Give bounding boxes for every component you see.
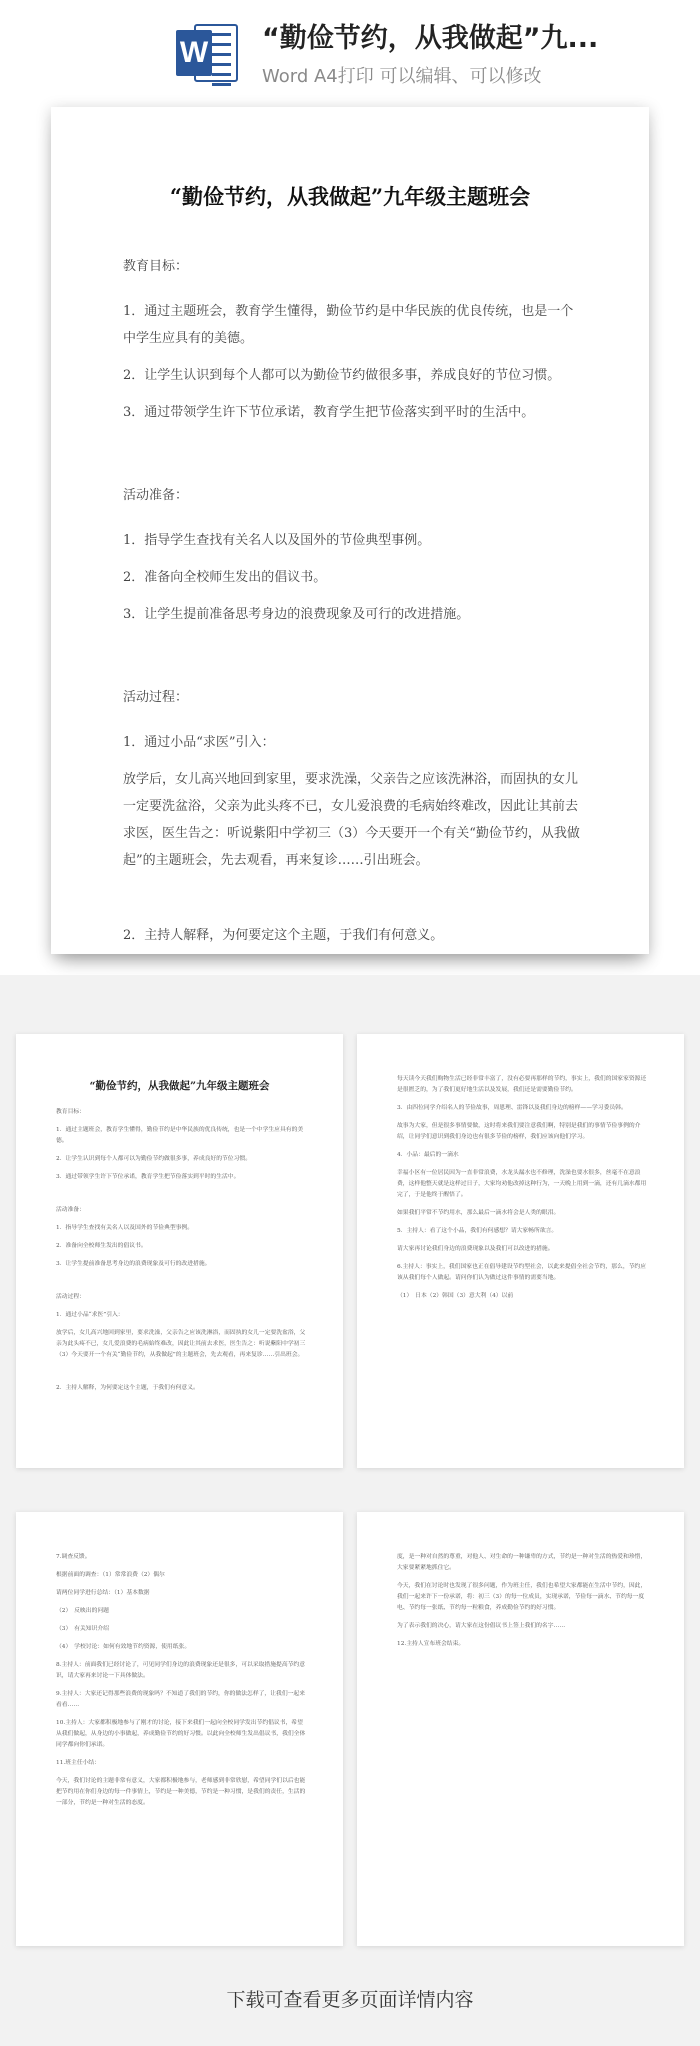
paragraph: 1．指导学生查找有关名人以及国外的节俭典型事例。 — [123, 533, 431, 548]
thumbnail-line: （4） 学校讨论：如何有效地节约资源，使用纸张。 — [56, 1644, 191, 1650]
thumbnail-line: 为了表示我们的决心，请大家在这份倡议书上签上我们的名字…… — [397, 1623, 566, 1629]
section-heading: 活动过程： — [123, 690, 189, 705]
word-badge: W — [176, 30, 212, 76]
thumbnail-line: 根据前面的调查：（1）常常浪费（2）偶尔 — [56, 1572, 165, 1578]
thumbnail-line: 10.主持人：大家都积极地参与了刚才的讨论，接下来我们一起向全校同学发出节约倡议书，希望从我们做起，从身边的小事做起，养成勤俭节约的好习惯。以此向全校师生发出倡议书，我们全体同学都向你们承诺。 — [56, 1720, 306, 1748]
thumbnail-line: 9.主持人：大家还记得那些浪费的现象吗？不知道了我们的节约，你的做法怎样了，让我们一起来看看…… — [56, 1691, 306, 1708]
thumbnail-line: 3．通过带领学生许下节位承诺，教育学生把节俭落实到平时的生活中。 — [56, 1174, 240, 1180]
page-thumbnail-2[interactable] — [357, 1034, 684, 1468]
thumbnail-line: 11.班主任小结： — [56, 1760, 101, 1766]
thumbnail-line: （2） 反映出的问题 — [56, 1608, 109, 1614]
word-document-icon — [176, 20, 240, 86]
thumbnail-body — [357, 1552, 684, 1650]
thumbnail-line: 今天，我们在讨论时也发现了很多问题，作为班主任，我们也希望大家都能在生活中节约，因此，我们一起来许下一份承诺，将：初三（3）的每一位成员，实现承诺，节俭每一滴水、节约每一度电、节约每一张纸、节约每一粒粮食，养成勤俭节约的好习惯。 — [397, 1583, 647, 1611]
thumbnail-line: （1） 日本（2）韩国（3）意大利（4）以前 — [397, 1293, 514, 1299]
page-thumbnail-1[interactable] — [16, 1034, 343, 1468]
thumbnail-line: 12.主持人宣布班会结束。 — [397, 1641, 465, 1647]
thumbnail-line: 4．小品：最后的一滴水 — [397, 1152, 459, 1158]
page-thumbnail-3[interactable] — [16, 1512, 343, 1946]
thumbnail-line: 请两位同学进行总结：（1）基本数据 — [56, 1590, 150, 1596]
thumbnail-line: 活动准备： — [56, 1207, 85, 1213]
page-title: “勤俭节约，从我做起”九年级主题班会 — [169, 184, 531, 209]
thumbnail-line: 1．通过小品“求医”引入： — [56, 1312, 124, 1318]
section-heading: 活动准备： — [123, 488, 189, 503]
document-title[interactable]: “勤俭节约，从我做起”九... — [262, 23, 599, 54]
thumbnail-line: 3．让学生提前准备思考身边的浪费现象及可行的改进措施。 — [56, 1261, 211, 1267]
thumbnail-line: 2．让学生认识到每个人都可以为勤俭节约做很多事，养成良好的节位习惯。 — [56, 1156, 251, 1162]
thumbnail-line: 度，是一种对自然的尊重，对他人、对生命的一种谦卑的方式，节约是一种对生活的热爱和珍惜，大家要紧紧地抓住它。 — [397, 1554, 647, 1571]
thumbnail-line: 教育目标： — [56, 1109, 85, 1115]
thumbnail-title: “勤俭节约，从我做起”九年级主题班会 — [89, 1080, 270, 1092]
thumbnail-line: 2．准备向全校师生发出的倡议书。 — [56, 1243, 147, 1249]
thumbnail-line: （3） 有关知识介绍 — [56, 1626, 109, 1632]
page-body — [123, 253, 585, 959]
header — [0, 0, 700, 100]
thumbnail-line: 幸福小区有一位居民因为一直非常浪费，水龙头漏水也不修理，洗澡也要水很多，丝毫不在意浪费，这样他整天就是这样过日子，大家均劝他改掉这种行为，一天晚上用到一滴，还有几滴水都用完了，于是他终于醒悟了。 — [397, 1170, 647, 1198]
thumbnail-line: 如果我们平常不节约用水，那么最后一滴水将会是人类的眼泪。 — [397, 1210, 560, 1216]
thumbnail-line: 2．主持人解释，为何要定这个主题，于我们有何意义。 — [56, 1385, 199, 1391]
paragraph: 2．准备向全校师生发出的倡议书。 — [123, 570, 327, 585]
paragraph: 1．通过主题班会，教育学生懂得，勤俭节约是中华民族的优良传统，也是一个中学生应具有的美德。 — [123, 304, 574, 346]
thumbnail-line: 3．由四位同学介绍名人的节俭故事，周恩理、雷锋以及我们身边的榜样——学习委员韩。 — [397, 1105, 627, 1111]
thumbnail-line: 6.主持人：事实上，我们国家也正在倡导建设节约型社会，以此来提倡全社会节约，那么，节约应该从我们每个人做起。请问你们认为做过这件事情的需要当地。 — [397, 1264, 647, 1281]
paragraph: 3．让学生提前准备思考身边的浪费现象及可行的改进措施。 — [123, 607, 470, 622]
document-preview-page — [51, 107, 649, 954]
paragraph: 3．通过带领学生许下节位承诺，教育学生把节俭落实到平时的生活中。 — [123, 405, 535, 420]
thumbnail-body — [357, 1074, 684, 1302]
document-subtitle: Word A4打印 可以编辑、可以修改 — [262, 66, 542, 87]
thumbnail-line: 7.调查反馈。 — [56, 1554, 91, 1560]
thumbnail-line: 每天读今天我们购物生活已经非常丰富了，没有必要再那样的节约，事实上，我们的国家家资源还是很匮乏的，为了我们更好地生活以及发展，我们还是需要勤俭节约。 — [397, 1076, 647, 1093]
thumbnail-line: 5．主持人：看了这个小品，我们有何感想？请大家畅所欲言。 — [397, 1228, 558, 1234]
download-more-link[interactable]: 下载可查看更多页面详情内容 — [226, 1989, 474, 2011]
thumbnail-line: 今天，我们讨论的主题非常有意义，大家都积极地参与，老师感到非常欣慰，希望同学们以后也能把节约用在你们身边的每一件事情上，节约是一种美德，节约是一种习惯，是我们的责任，生活的一部分，节约是一种对生活的态度。 — [56, 1778, 306, 1806]
paragraph: 1．通过小品“求医”引入： — [123, 735, 275, 750]
paragraph: 2．让学生认识到每个人都可以为勤俭节约做很多事，养成良好的节位习惯。 — [123, 368, 561, 383]
paragraph: 放学后，女儿高兴地回到家里，要求洗澡，父亲告之应该洗淋浴，而固执的女儿一定要洗盆浴，父亲为此头疼不已，女儿爱浪费的毛病始终难改，因此让其前去求医，医生告之：听说紫阳中学初三（3）今天要开一个有关“勤俭节约，从我做起”的主题班会，先去观看，再来复诊……引出班会。 — [123, 772, 580, 868]
paragraph: 2．主持人解释，为何要定这个主题，于我们有何意义。 — [123, 928, 444, 943]
thumbnail-body — [16, 1552, 343, 1809]
thumbnail-line: 活动过程： — [56, 1294, 85, 1300]
thumbnail-body — [16, 1107, 343, 1394]
thumbnail-line: 1．通过主题班会，教育学生懂得，勤俭节约是中华民族的优良传统，也是一个中学生应具有的美德。 — [56, 1127, 304, 1144]
thumbnail-line: 1．指导学生查找有关名人以及国外的节俭典型事例。 — [56, 1225, 194, 1231]
section-heading: 教育目标： — [123, 259, 189, 274]
thumbnail-line: 请大家再讨论我们身边的浪费现象以及我们可以改进的措施。 — [397, 1246, 554, 1252]
thumbnail-line: 故事为大家，但是很多事情要做，这时将来我们要注意我们啊，特别是我们的事情节俭事例的介绍，让同学们意识到我们身边也有很多节俭的榜样，我们应该向他们学习。 — [397, 1123, 641, 1140]
thumbnail-line: 放学后，女儿高兴地回到家里，要求洗澡，父亲告之应该洗淋浴，而固执的女儿一定要洗盆浴，父亲为此头疼不已，女儿爱浪费的毛病始终难改，因此让其前去求医，医生告之：听说紫阳中学初三（3）今天要开一个有关“勤俭节约，从我做起”的主题班会，先去观看，再来复诊……引出班会。 — [56, 1330, 306, 1358]
thumbnail-line: 8.主持人：前面我们已经讨论了，可见同学们身边的浪费现象还是很多，可以采取措施提高节约意识，请大家再来讨论一下具体做法。 — [56, 1662, 306, 1679]
page-thumbnail-4[interactable] — [357, 1512, 684, 1946]
